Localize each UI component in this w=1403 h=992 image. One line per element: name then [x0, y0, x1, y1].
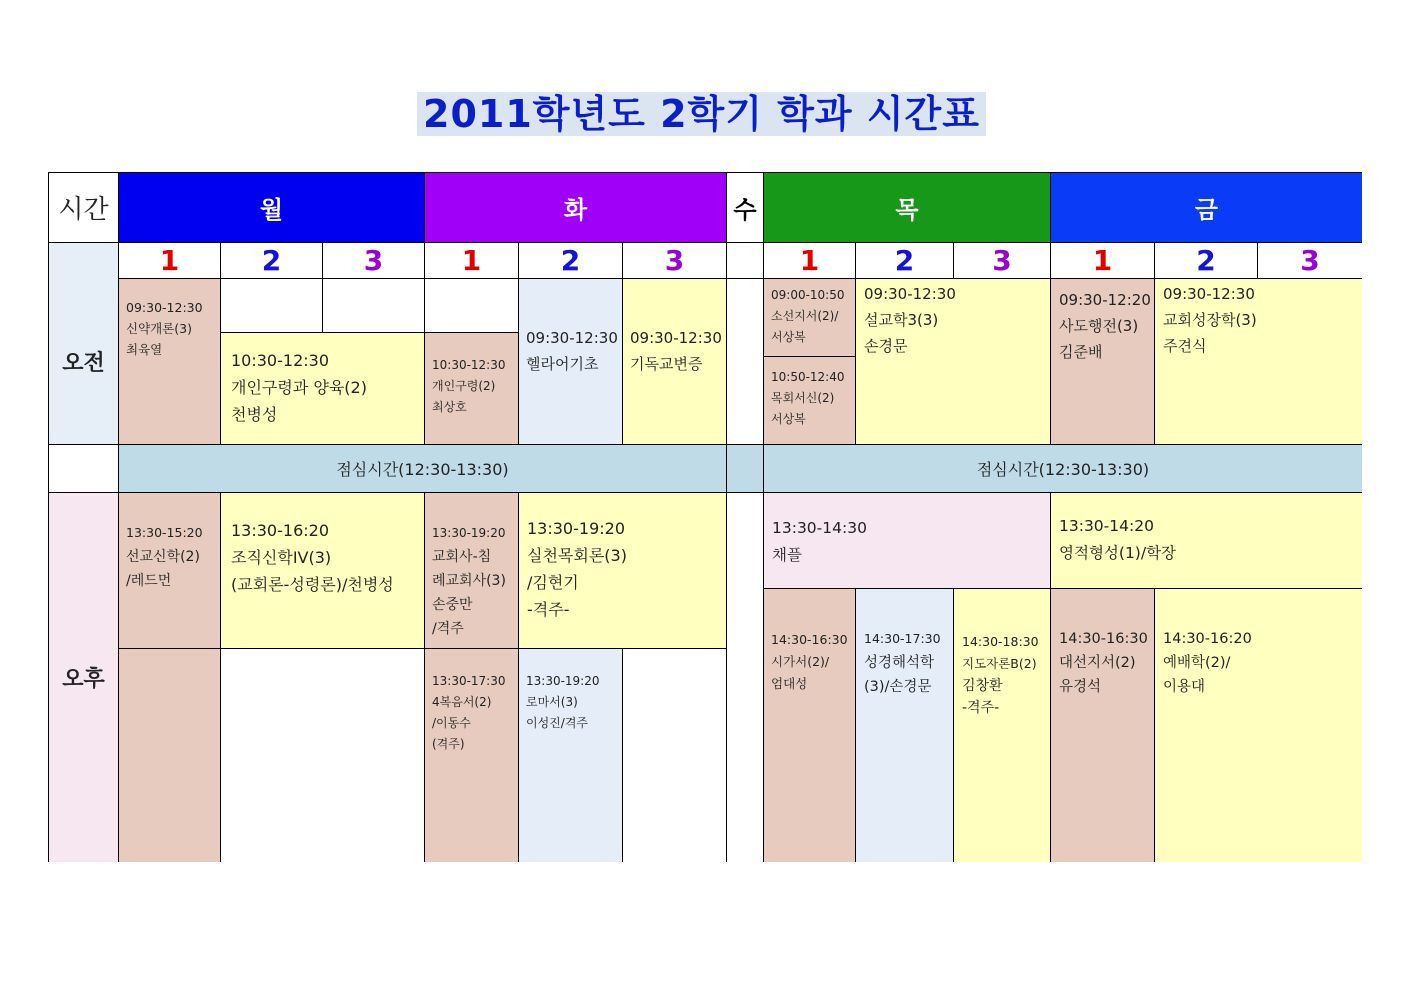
class-thu-chapel: 13:30-14:30 채플 [764, 493, 1051, 589]
afternoon-label: 오후 [49, 493, 119, 862]
period-tue-3: 3 [623, 243, 727, 279]
empty-tue-1-am [425, 279, 519, 333]
period-thu-2: 2 [856, 243, 954, 279]
mon-1-pm-lower [119, 649, 221, 862]
day-fri: 금 [1051, 173, 1362, 243]
class-mon-23-am: 10:30-12:30 개인구령과 양육(2) 천병성 [221, 333, 425, 445]
class-thu-1a-am: 09:00-10:50 소선지서(2)/ 서상복 [764, 279, 856, 357]
class-thu-2-pm: 14:30-17:30 성경해석학 (3)/손경문 [856, 589, 954, 862]
wed-am [727, 279, 764, 445]
period-mon-1: 1 [119, 243, 221, 279]
period-wed [727, 243, 764, 279]
class-fri-23-pm: 14:30-16:20 예배학(2)/ 이용대 [1155, 589, 1362, 862]
timetable [48, 172, 1362, 862]
class-tue-2-am: 09:30-12:30 헬라어기초 [519, 279, 623, 445]
class-fri-1-am: 09:30-12:20 사도행전(3) 김준배 [1051, 279, 1155, 445]
period-fri-3: 3 [1258, 243, 1362, 279]
period-mon-3: 3 [323, 243, 425, 279]
class-tue-23-pm: 13:30-19:20 실천목회론(3) /김현기 -격주- [519, 493, 727, 649]
class-thu-1-pm: 14:30-16:30 시가서(2)/ 엄대성 [764, 589, 856, 862]
class-tue-2b-pm: 13:30-19:20 로마서(3) 이성진/격주 [519, 649, 623, 862]
period-fri-1: 1 [1051, 243, 1155, 279]
day-thu: 목 [764, 173, 1051, 243]
period-thu-1: 1 [764, 243, 856, 279]
period-mon-2: 2 [221, 243, 323, 279]
day-mon: 월 [119, 173, 425, 243]
class-thu-23-am: 09:30-12:30 설교학3(3) 손경문 [856, 279, 1051, 445]
time-header: 시간 [49, 173, 119, 243]
period-thu-3: 3 [954, 243, 1051, 279]
class-mon-1-am: 09:30-12:30 신약개론(3) 최육열 [119, 279, 221, 445]
class-thu-3-pm: 14:30-18:30 지도자론B(2) 김창환 -격주- [954, 589, 1051, 862]
day-tue: 화 [425, 173, 727, 243]
period-tue-1: 1 [425, 243, 519, 279]
class-tue-1-am: 10:30-12:30 개인구령(2) 최상호 [425, 333, 519, 445]
class-tue-1b-pm: 13:30-17:30 4복음서(2) /이동수 (격주) [425, 649, 519, 862]
lunch-side [49, 445, 119, 493]
mon-23-pm-lower [221, 649, 425, 862]
class-fri-spirit: 13:30-14:20 영적형성(1)/학장 [1051, 493, 1362, 589]
tue-3-pm-lower [623, 649, 727, 862]
period-fri-2: 2 [1155, 243, 1258, 279]
class-thu-1b-am: 10:50-12:40 목회서신(2) 서상복 [764, 357, 856, 445]
morning-label: 오전 [49, 243, 119, 445]
wed-pm [727, 493, 764, 862]
class-mon-1-pm: 13:30-15:20 선교신학(2) /레드먼 [119, 493, 221, 649]
empty-mon-2-am [221, 279, 323, 333]
period-tue-2: 2 [519, 243, 623, 279]
title-wrap [0, 92, 1403, 136]
class-fri-1-pm: 14:30-16:30 대선지서(2) 유경석 [1051, 589, 1155, 862]
class-fri-23-am: 09:30-12:30 교회성장학(3) 주견식 [1155, 279, 1362, 445]
class-mon-23-pm: 13:30-16:20 조직신학IV(3) (교회론-성령론)/천병성 [221, 493, 425, 649]
empty-mon-3-am [323, 279, 425, 333]
class-tue-1a-pm: 13:30-19:20 교회사-침 례교회사(3) 손중만 /격주 [425, 493, 519, 649]
page-title: 2011학년도 2학기 학과 시간표 [417, 92, 986, 136]
lunch-wed [727, 445, 764, 493]
lunch-thu-fri: 점심시간(12:30-13:30) [764, 445, 1362, 493]
class-tue-3-am: 09:30-12:30 기독교변증 [623, 279, 727, 445]
lunch-mon-tue: 점심시간(12:30-13:30) [119, 445, 727, 493]
day-wed: 수 [727, 173, 764, 243]
